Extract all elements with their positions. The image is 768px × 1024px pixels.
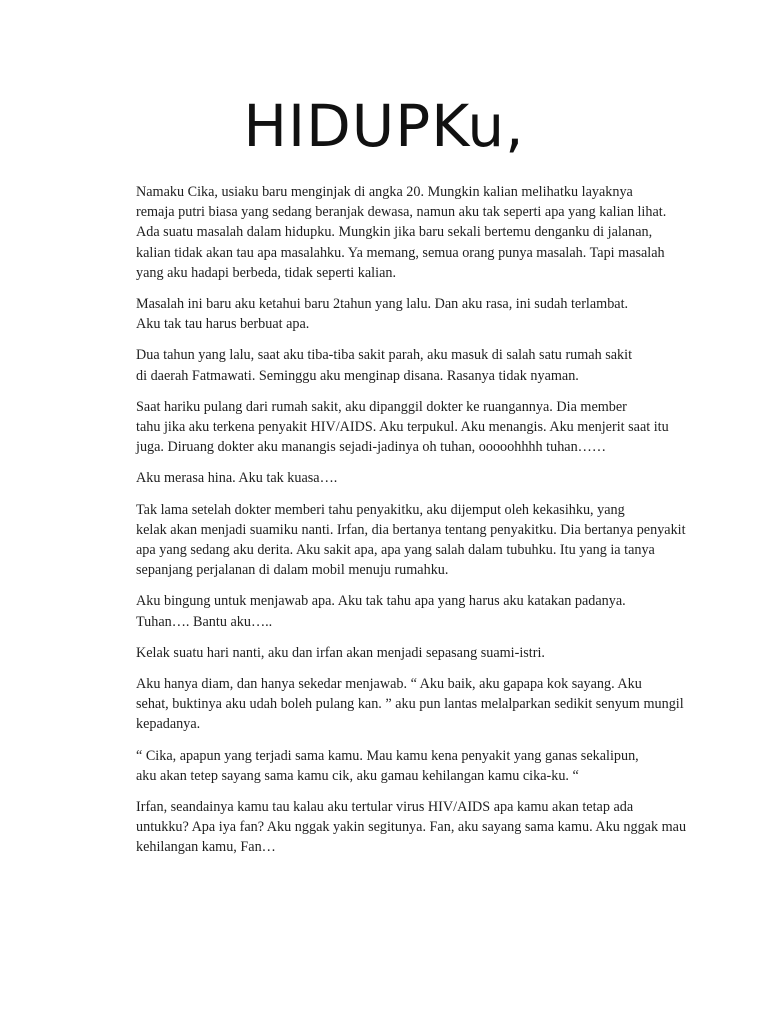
paragraph xyxy=(90,643,682,663)
paragraph-line: Ada suatu masalah dalam hidupku. Mungkin jika baru sekali bertemu denganku di jalanan, xyxy=(136,224,653,241)
paragraph-line: juga. Diruang dokter aku manangis sejadi-jadinya oh tuhan, ooooohhhh tuhan…… xyxy=(136,439,607,456)
paragraph-line: kepadanya. xyxy=(136,716,201,733)
paragraph-line: untukku? Apa iya fan? Aku nggak yakin segitunya. Fan, aku sayang sama kamu. Aku nggak mau xyxy=(136,819,687,836)
paragraph xyxy=(90,591,682,631)
paragraph xyxy=(90,397,682,458)
paragraph-line: aku akan tetep sayang sama kamu cik, aku gamau kehilangan kamu cika-ku. “ xyxy=(136,767,579,784)
paragraph-line: yang aku hadapi berbeda, tidak seperti kalian. xyxy=(136,264,397,281)
paragraph-line: Tak lama setelah dokter memberi tahu penyakitku, aku dijemput oleh kekasihku, yang xyxy=(136,501,625,518)
paragraph xyxy=(90,674,682,735)
paragraph-line: “ Cika, apapun yang terjadi sama kamu. Mau kamu kena penyakit yang ganas sekalipun, xyxy=(136,747,639,764)
paragraph-line: Dua tahun yang lalu, saat aku tiba-tiba sakit parah, aku masuk di salah satu rumah sakit xyxy=(136,347,633,364)
paragraph xyxy=(90,182,682,283)
paragraph-line: Aku merasa hina. Aku tak kuasa…. xyxy=(136,470,338,487)
paragraph-line: tahu jika aku terkena penyakit HIV/AIDS. Aku terpukul. Aku menangis. Aku menjerit saat itu xyxy=(136,419,669,436)
paragraph-line: kehilangan kamu, Fan… xyxy=(136,839,276,856)
paragraph-line: Aku tak tau harus berbuat apa. xyxy=(136,316,310,333)
document-body xyxy=(90,182,687,869)
document-title: HIDUPKu, xyxy=(243,92,525,160)
paragraph xyxy=(90,345,682,385)
paragraph-line: Irfan, seandainya kamu tau kalau aku tertular virus HIV/AIDS apa kamu akan tetap ada xyxy=(136,799,634,816)
paragraph-line: sepanjang perjalanan di dalam mobil menuju rumahku. xyxy=(136,562,449,579)
paragraph-line: sehat, buktinya aku udah boleh pulang kan. ” aku pun lantas melalparkan sedikit senyum mungil xyxy=(136,696,684,713)
paragraph-line: Masalah ini baru aku ketahui baru 2tahun yang lalu. Dan aku rasa, ini sudah terlambat. xyxy=(136,296,629,313)
paragraph-line: Tuhan…. Bantu aku….. xyxy=(136,613,273,630)
paragraph xyxy=(90,294,682,334)
paragraph-line: remaja putri biasa yang sedang beranjak dewasa, namun aku tak seperti apa yang kalian lihat. xyxy=(136,204,667,221)
paragraph-line: Aku hanya diam, dan hanya sekedar menjawab. “ Aku baik, aku gapapa kok sayang. Aku xyxy=(136,676,642,693)
paragraph-line: kelak akan menjadi suamiku nanti. Irfan, dia bertanya tentang penyakitku. Dia bertanya penyakit xyxy=(136,521,686,538)
paragraph xyxy=(90,500,686,581)
paragraph xyxy=(90,746,682,786)
paragraph-line: Kelak suatu hari nanti, aku dan irfan akan menjadi sepasang suami-istri. xyxy=(136,644,545,661)
paragraph-line: di daerah Fatmawati. Seminggu aku menginap disana. Rasanya tidak nyaman. xyxy=(136,367,579,384)
paragraph-line: Saat hariku pulang dari rumah sakit, aku dipanggil dokter ke ruangannya. Dia member xyxy=(136,398,627,415)
paragraph-line: apa yang sedang aku derita. Aku sakit apa, apa yang salah dalam tubuhku. Itu yang ia tanya xyxy=(136,542,655,559)
paragraph-line: kalian tidak akan tau apa masalahku. Ya memang, semua orang punya masalah. Tapi masalah xyxy=(136,244,665,261)
paragraph-line: Namaku Cika, usiaku baru menginjak di angka 20. Mungkin kalian melihatku layaknya xyxy=(136,184,633,200)
paragraph xyxy=(90,468,682,488)
paragraph-line: Aku bingung untuk menjawab apa. Aku tak tahu apa yang harus aku katakan padanya. xyxy=(136,593,626,610)
paragraph xyxy=(90,797,687,858)
